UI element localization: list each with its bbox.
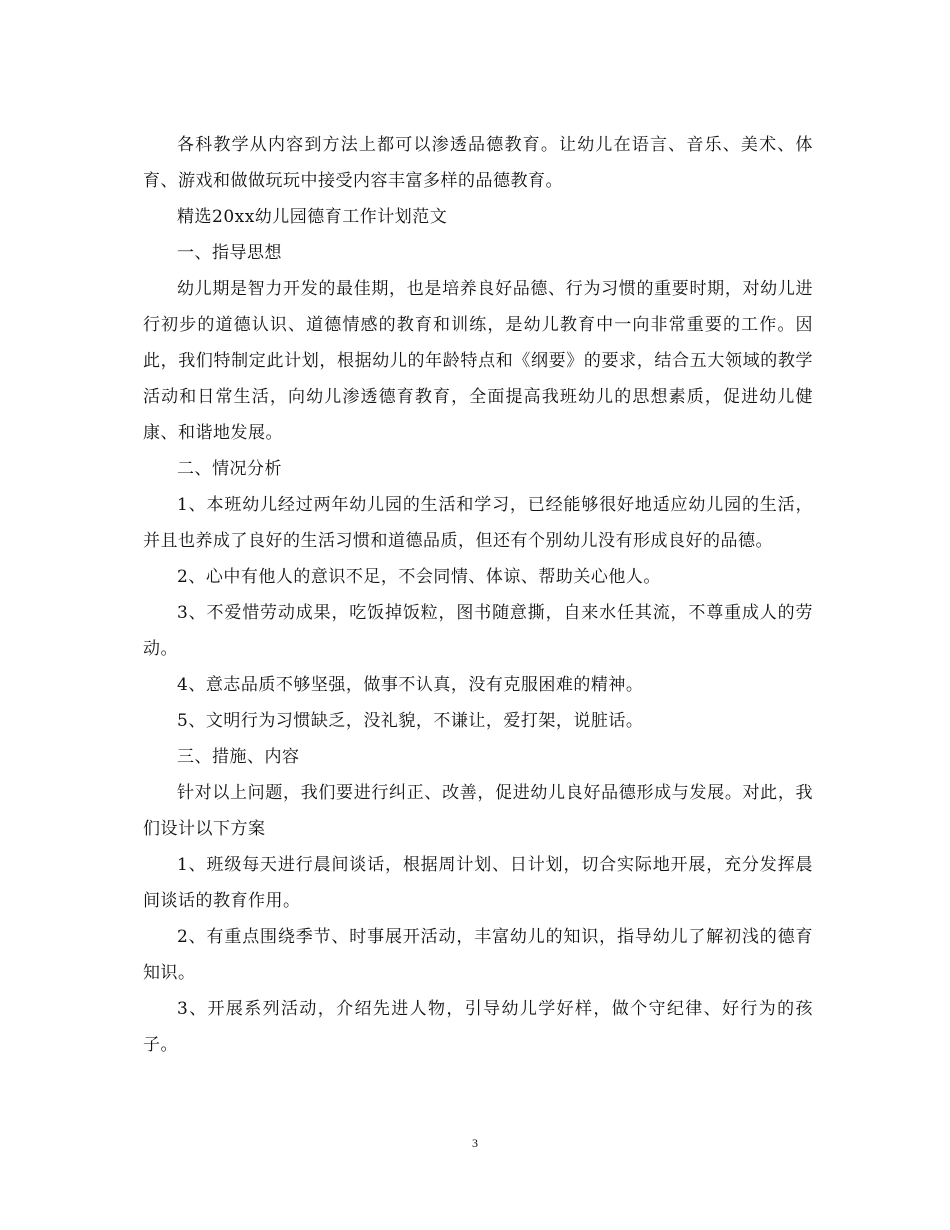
document-body bbox=[143, 127, 813, 1063]
paragraph-intro: 各科教学从内容到方法上都可以渗透品德教育。让幼儿在语言、音乐、美术、体育、游戏和做做玩玩中接受内容丰富多样的品德教育。 bbox=[143, 135, 813, 191]
section-heading-measures: 三、措施、内容 bbox=[177, 747, 300, 767]
list-item-analysis-1: 1、本班幼儿经过两年幼儿园的生活和学习，已经能够很好地适应幼儿园的生活，并且也养成了良好的生活习惯和道德品质，但还有个别幼儿没有形成良好的品德。 bbox=[143, 495, 813, 551]
section-heading-guiding-ideology: 一、指导思想 bbox=[177, 243, 282, 263]
paragraph-guiding-ideology: 幼儿期是智力开发的最佳期，也是培养良好品德、行为习惯的重要时期，对幼儿进行初步的道德认识、道德情感的教育和训练，是幼儿教育中一向非常重要的工作。因此，我们特制定此计划，根据幼儿的年龄特点和《纲要》的要求，结合五大领域的教学活动和日常生活，向幼儿渗透德育教育，全面提高我班幼儿的思想素质，促进幼儿健康、和谐地发展。 bbox=[143, 279, 813, 443]
list-item-analysis-5: 5、文明行为习惯缺乏，没礼貌，不谦让，爱打架，说脏话。 bbox=[177, 711, 644, 731]
list-item-analysis-3: 3、不爱惜劳动成果，吃饭掉饭粒，图书随意撕，自来水任其流，不尊重成人的劳动。 bbox=[143, 603, 813, 659]
list-item-measure-2: 2、有重点围绕季节、时事展开活动，丰富幼儿的知识，指导幼儿了解初浅的德育知识。 bbox=[143, 927, 813, 983]
list-item-measure-3: 3、开展系列活动，介绍先进人物，引导幼儿学好样，做个守纪律、好行为的孩子。 bbox=[143, 999, 813, 1055]
list-item-analysis-2: 2、心中有他人的意识不足，不会同情、体谅、帮助关心他人。 bbox=[177, 567, 661, 587]
section-heading-situation-analysis: 二、情况分析 bbox=[177, 459, 282, 479]
paragraph-measures-intro: 针对以上问题，我们要进行纠正、改善，促进幼儿良好品德形成与发展。对此，我们设计以下方案 bbox=[143, 783, 813, 839]
document-title: 精选20xx幼儿园德育工作计划范文 bbox=[177, 207, 448, 227]
page-number: 3 bbox=[472, 1136, 478, 1150]
list-item-analysis-4: 4、意志品质不够坚强，做事不认真，没有克服困难的精神。 bbox=[177, 675, 644, 695]
list-item-measure-1: 1、班级每天进行晨间谈话，根据周计划、日计划，切合实际地开展，充分发挥晨间谈话的教育作用。 bbox=[143, 855, 813, 911]
